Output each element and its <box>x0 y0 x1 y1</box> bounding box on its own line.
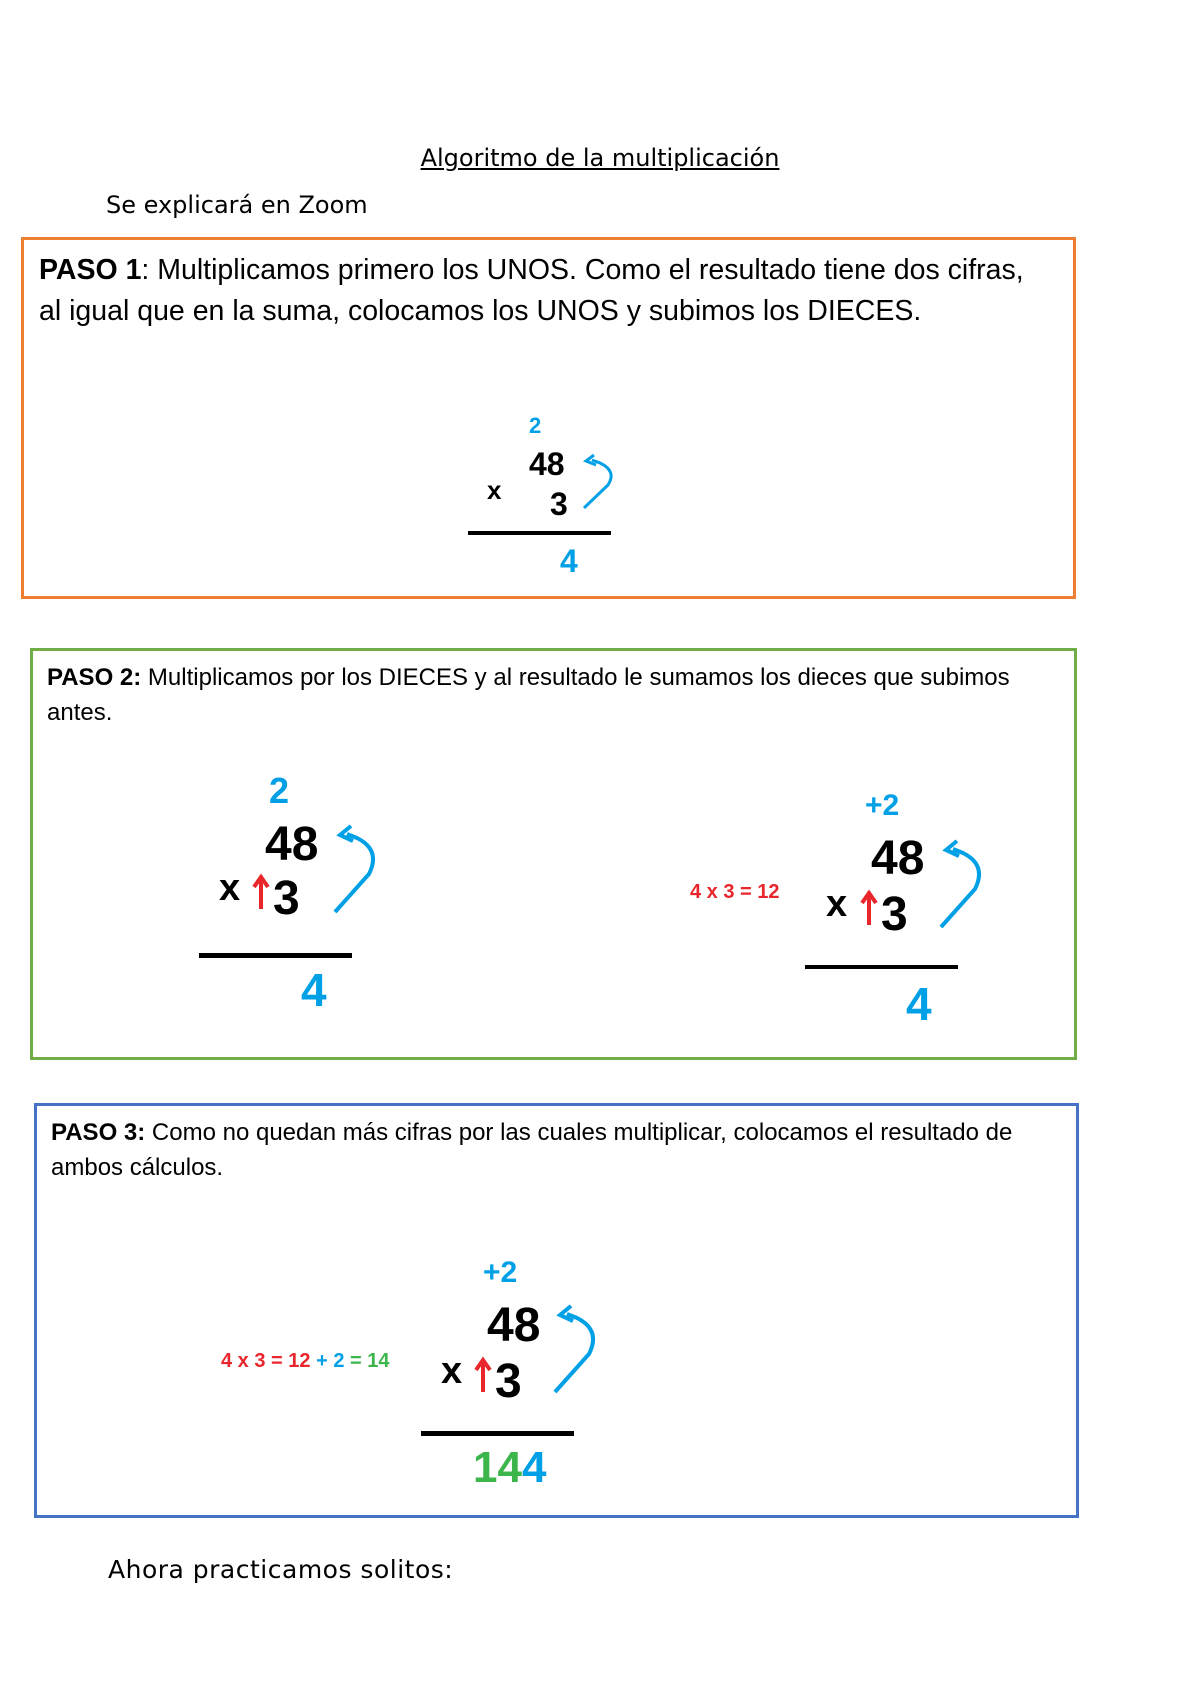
step2-text <box>47 660 1057 730</box>
step2-label: PASO 2: <box>47 664 142 691</box>
step1-label: PASO 1 <box>39 254 142 286</box>
step2-right-multiplicand: 48 <box>871 832 925 885</box>
step2-right-multiplier: 3 <box>881 888 908 941</box>
step1-result: 4 <box>560 543 578 579</box>
page-subtitle: Se explicará en Zoom <box>106 191 368 219</box>
page-title: Algoritmo de la multiplicación <box>420 144 780 172</box>
step3-carry: +2 <box>483 1256 518 1289</box>
red-arrow-icon <box>473 1356 493 1394</box>
step2-left-sign: x <box>219 867 241 909</box>
step2-equation: 4 x 3 = 12 <box>690 881 780 903</box>
step3-result <box>473 1443 547 1492</box>
carry-arrow-icon <box>325 826 385 916</box>
step1-multiplier: 3 <box>550 486 568 522</box>
step1-box <box>21 237 1076 599</box>
carry-arrow-icon <box>572 453 622 513</box>
carry-arrow-icon <box>931 841 991 931</box>
step3-equation-green: = 14 <box>344 1350 390 1372</box>
step1-rule <box>468 531 611 535</box>
step3-multiplicand: 48 <box>487 1299 541 1352</box>
step3-result-green: 14 <box>473 1443 522 1492</box>
step2-description: Multiplicamos por los DIECES y al resultado le sumamos los dieces que subimos antes. <box>47 664 1010 726</box>
step1-multiplicand: 48 <box>529 446 565 482</box>
step2-box <box>30 648 1077 1060</box>
step3-equation-blue: + 2 <box>310 1350 345 1372</box>
step2-left-carry: 2 <box>269 770 290 811</box>
step2-right-rule <box>805 965 958 969</box>
step3-result-blue: 4 <box>521 1443 547 1492</box>
step1-sign: x <box>487 475 502 505</box>
step3-sign: x <box>441 1350 463 1392</box>
step2-left-multiplicand: 48 <box>265 818 319 871</box>
step2-right-result: 4 <box>906 978 932 1030</box>
step3-text <box>51 1115 1061 1185</box>
step1-carry: 2 <box>529 413 542 438</box>
step1-text <box>39 250 1039 332</box>
step3-label: PASO 3: <box>51 1119 146 1146</box>
step2-right-sign: x <box>826 883 848 925</box>
step1-description: : Multiplicamos primero los UNOS. Como el resultado tiene dos cifras, al igual que en la suma, colocamos los UNOS y subimos los DIECES. <box>39 254 1024 327</box>
step3-equation <box>221 1350 390 1373</box>
step3-rule <box>421 1431 574 1436</box>
step2-left-rule <box>199 953 352 958</box>
step3-box <box>34 1103 1079 1518</box>
practice-heading: Ahora practicamos solitos: <box>108 1555 454 1584</box>
step3-equation-red: 4 x 3 = 12 <box>221 1350 311 1372</box>
step2-right-carry: +2 <box>865 789 900 822</box>
step3-description: Como no quedan más cifras por las cuales multiplicar, colocamos el resultado de ambos cálculos. <box>51 1119 1013 1181</box>
carry-arrow-icon <box>545 1306 605 1396</box>
step2-left-multiplier: 3 <box>273 872 300 925</box>
red-arrow-icon <box>251 873 271 911</box>
step2-left-result: 4 <box>301 964 327 1016</box>
red-arrow-icon <box>859 889 879 927</box>
step3-multiplier: 3 <box>495 1355 522 1408</box>
